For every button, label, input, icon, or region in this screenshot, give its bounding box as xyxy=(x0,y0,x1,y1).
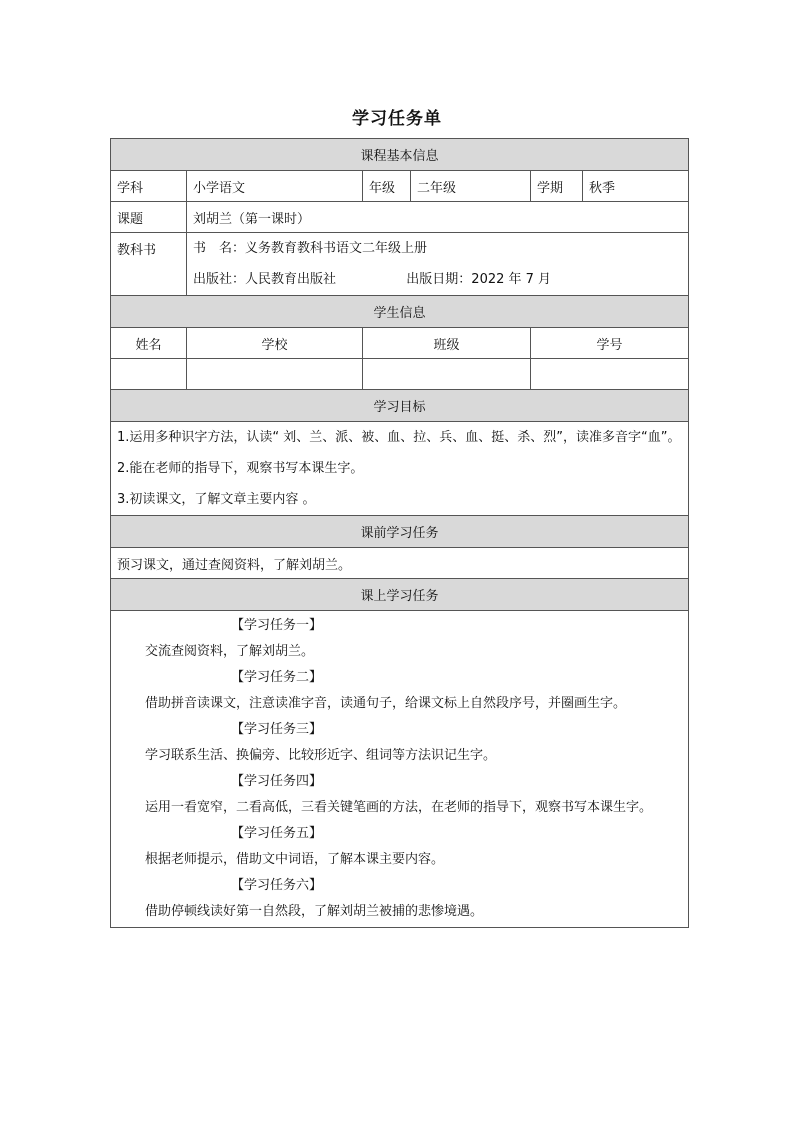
publisher: 出版社：人民教育出版社 xyxy=(193,272,337,287)
grade-value: 二年级 xyxy=(411,171,531,202)
task-body: 运用一看宽窄，二看高低，三看关键笔画的方法，在老师的指导下，观察书写本课生字。 xyxy=(145,800,653,815)
term-value: 秋季 xyxy=(583,171,689,202)
col-student-id: 学号 xyxy=(531,328,689,359)
task-body: 借助拼音读课文，注意读准字音，读通句子，给课文标上自然段序号，并圈画生字。 xyxy=(145,696,627,711)
student-id-cell[interactable] xyxy=(531,359,689,390)
pre-class-text: 预习课文，通过查阅资料，了解刘胡兰。 xyxy=(111,548,689,579)
publish-date: 出版日期：2022 年 7 月 xyxy=(406,272,552,287)
task-body: 根据老师提示，借助文中词语，了解本课主要内容。 xyxy=(145,852,445,867)
topic-value: 刘胡兰（第一课时） xyxy=(187,202,689,233)
course-info-header: 课程基本信息 xyxy=(111,139,689,171)
task-heading: 【学习任务四】 xyxy=(231,774,323,789)
subject-label: 学科 xyxy=(111,171,187,202)
textbook-info xyxy=(187,233,689,296)
task-heading: 【学习任务一】 xyxy=(231,618,323,633)
goal-item: 1.运用多种识字方法，认读“ 刘、兰、派、被、血、拉、兵、血、挺、杀、烈”，读准多音字“血”。 xyxy=(117,430,681,445)
task-heading: 【学习任务五】 xyxy=(231,826,323,841)
in-class-header: 课上学习任务 xyxy=(111,579,689,611)
grade-label: 年级 xyxy=(363,171,411,202)
textbook-label: 教科书 xyxy=(111,233,187,296)
goal-item: 3.初读课文，了解文章主要内容 。 xyxy=(117,492,316,507)
col-name: 姓名 xyxy=(111,328,187,359)
task-heading: 【学习任务六】 xyxy=(231,878,323,893)
name-cell[interactable] xyxy=(111,359,187,390)
in-class-tasks xyxy=(111,611,689,928)
task-heading: 【学习任务三】 xyxy=(231,722,323,737)
col-class: 班级 xyxy=(363,328,531,359)
school-cell[interactable] xyxy=(187,359,363,390)
term-label: 学期 xyxy=(531,171,583,202)
page-title: 学习任务单 xyxy=(352,109,442,129)
goals-content xyxy=(111,422,689,516)
topic-label: 课题 xyxy=(111,202,187,233)
goal-item: 2.能在老师的指导下，观察书写本课生字。 xyxy=(117,461,364,476)
pre-class-header: 课前学习任务 xyxy=(111,516,689,548)
task-body: 学习联系生活、换偏旁、比较形近字、组词等方法识记生字。 xyxy=(145,748,497,763)
class-cell[interactable] xyxy=(363,359,531,390)
col-school: 学校 xyxy=(187,328,363,359)
task-body: 交流查阅资料，了解刘胡兰。 xyxy=(145,644,315,659)
task-heading: 【学习任务二】 xyxy=(231,670,323,685)
student-info-header: 学生信息 xyxy=(111,296,689,328)
publisher-line xyxy=(193,264,682,295)
book-name: 书 名：义务教育教科书语文二年级上册 xyxy=(193,241,428,256)
task-body: 借助停顿线读好第一自然段，了解刘胡兰被捕的悲惨境遇。 xyxy=(145,904,484,919)
goals-header: 学习目标 xyxy=(111,390,689,422)
subject-value: 小学语文 xyxy=(187,171,363,202)
task-sheet-table xyxy=(110,138,689,928)
